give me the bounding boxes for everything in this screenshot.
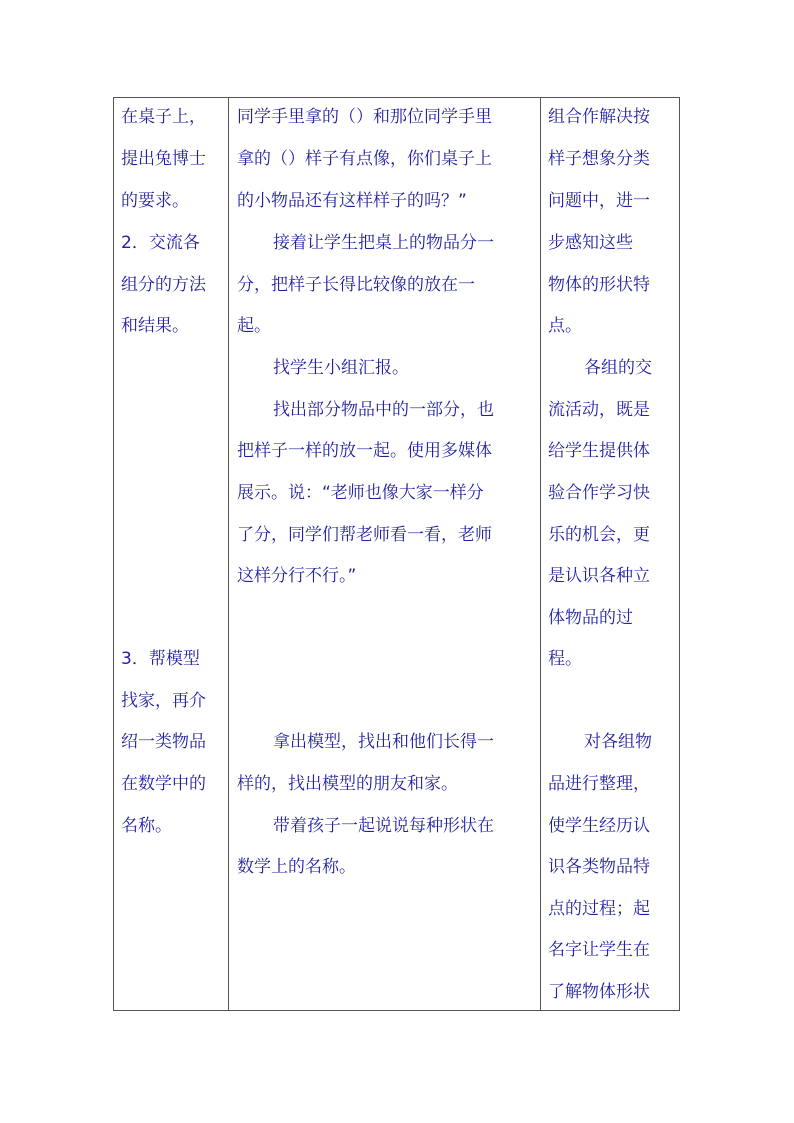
intent-text-line: 问题中，进一 [548, 191, 650, 211]
step-text-line: 在数学中的 [121, 774, 206, 794]
activity-text-line: 展示。说：“老师也像大家一样分 [237, 483, 484, 503]
column-divider [540, 98, 541, 1010]
intent-text-line: 使学生经历认 [548, 816, 650, 836]
column-divider [228, 98, 229, 1010]
intent-text-line: 点的过程；起 [548, 899, 650, 919]
activity-text-line: 样的，找出模型的朋友和家。 [237, 774, 458, 794]
intent-text-line: 步感知这些 [548, 233, 633, 253]
step-text-line: 和结果。 [121, 316, 189, 336]
intent-text-line: 样子想象分类 [548, 149, 650, 169]
activity-text-line: 找学生小组汇报。 [273, 358, 409, 378]
activity-text-line: 带着孩子一起说说每种形状在 [273, 816, 494, 836]
intent-text-line: 物体的形状特 [548, 275, 650, 295]
activity-text-line: 把样子一样的放一起。使用多媒体 [237, 441, 492, 461]
step-text-line: 名称。 [121, 816, 172, 836]
activity-text-line: 分，把样子长得比较像的放在一 [237, 275, 475, 295]
intent-text-line: 体物品的过 [548, 608, 633, 628]
activity-text-line: 接着让学生把桌上的物品分一 [273, 233, 494, 253]
intent-text-line: 点。 [548, 316, 582, 336]
intent-text-line: 品进行整理， [548, 774, 650, 794]
intent-text-line: 了解物体形状 [548, 982, 650, 1002]
intent-text-line: 对各组物 [584, 732, 652, 752]
step-text-line: 的要求。 [121, 191, 189, 211]
intent-text-line: 乐的机会，更 [548, 525, 650, 545]
intent-text-line: 名字让学生在 [548, 940, 650, 960]
activity-text-line: 拿出模型，找出和他们长得一 [273, 732, 494, 752]
intent-text-line: 是认识各种立 [548, 566, 650, 586]
intent-text-line: 识各类物品特 [548, 857, 650, 877]
step-text-line: 找家，再介 [121, 691, 206, 711]
step-text-line: 提出兔博士 [121, 149, 206, 169]
step-text-line: 2．交流各 [121, 233, 200, 253]
intent-text-line: 给学生提供体 [548, 441, 650, 461]
step-text-line: 3．帮模型 [121, 649, 200, 669]
activity-text-line: 数学上的名称。 [237, 857, 356, 877]
step-text-line: 在桌子上， [121, 107, 206, 127]
intent-text-line: 各组的交 [584, 358, 652, 378]
activity-text-line: 了分，同学们帮老师看一看，老师 [237, 525, 492, 545]
step-text-line: 组分的方法 [121, 275, 206, 295]
activity-text-line: 起。 [237, 316, 271, 336]
intent-text-line: 程。 [548, 649, 582, 669]
intent-text-line: 组合作解决按 [548, 107, 650, 127]
activity-text-line: 找出部分物品中的一部分，也 [273, 400, 494, 420]
step-text-line: 绍一类物品 [121, 732, 206, 752]
activity-text-line: 的小物品还有这样样子的吗？” [237, 191, 467, 211]
intent-text-line: 验合作学习快 [548, 483, 650, 503]
activity-text-line: 拿的（）样子有点像，你们桌子上 [237, 149, 492, 169]
activity-text-line: 这样分行不行。” [237, 566, 357, 586]
intent-text-line: 流活动，既是 [548, 400, 650, 420]
activity-text-line: 同学手里拿的（）和那位同学手里 [237, 107, 492, 127]
